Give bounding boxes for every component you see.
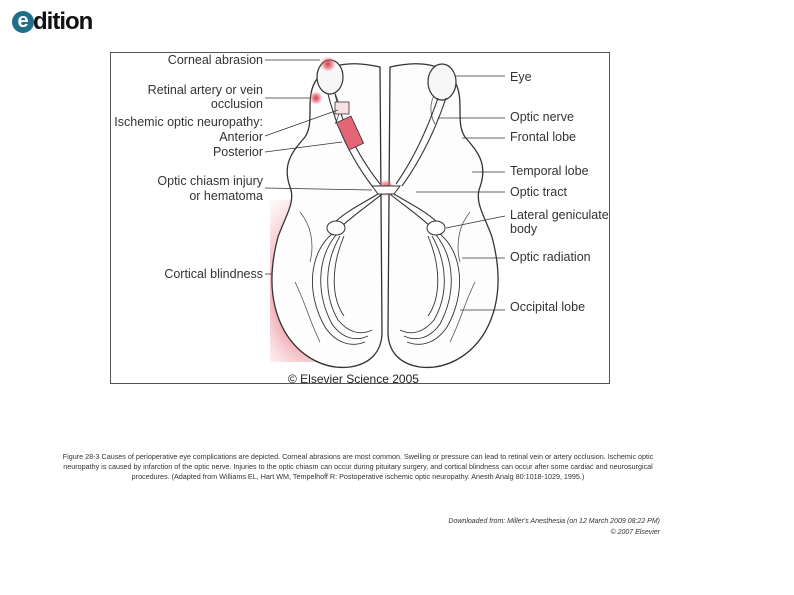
- left-hemisphere: [272, 64, 382, 368]
- label-retinal-occlusion-1: Retinal artery or vein: [147, 83, 263, 97]
- logo-letter-e: e: [12, 11, 34, 33]
- label-anterior: Anterior: [219, 130, 263, 144]
- label-lateral-geniculate-2: body: [510, 222, 538, 236]
- retinal-occlusion-highlight: [309, 91, 323, 105]
- anterior-ion-marker: [335, 102, 349, 114]
- right-hemisphere: [388, 64, 498, 368]
- label-optic-radiation: Optic radiation: [510, 250, 591, 264]
- download-credit: Downloaded from: Miller's Anesthesia (on 12 March 2009 08:22 PM): [448, 518, 660, 525]
- logo-wordmark: dition: [33, 8, 93, 35]
- figure-caption: Figure 28-3 Causes of perioperative eye complications are depicted. Corneal abrasions are most common. Swelling or pressure can lead to retinal vein or artery occlusion. Ischemic optic neuropathy is caused by infarction of the optic nerve. Injuries to the optic chiasm can occur during pituitary surgery, and cortical blindness can occur after some cardiac and neurosurgical procedures. (Adapted from Williams EL, Hart WM, Tempelhoff R: Postoperative ischemic optic neuropathy. Anesth Analg 80:1018-1029, 1995.): [62, 452, 654, 481]
- label-retinal-occlusion-2: occlusion: [210, 97, 263, 111]
- corneal-abrasion-highlight: [320, 56, 336, 72]
- label-corneal-abrasion: Corneal abrasion: [167, 53, 263, 67]
- figure-copyright: © Elsevier Science 2005: [288, 372, 419, 386]
- right-lateral-geniculate: [427, 221, 445, 235]
- label-ischemic-optic-neuropathy: Ischemic optic neuropathy:: [114, 115, 263, 129]
- label-frontal-lobe: Frontal lobe: [510, 130, 577, 144]
- label-cortical-blindness: Cortical blindness: [164, 267, 263, 281]
- label-chiasm-injury-1: Optic chiasm injury: [157, 174, 263, 188]
- copyright-credit: © 2007 Elsevier: [610, 529, 660, 536]
- right-eye: [428, 64, 456, 100]
- label-posterior: Posterior: [212, 145, 263, 159]
- label-temporal-lobe: Temporal lobe: [510, 164, 589, 178]
- left-lateral-geniculate: [327, 221, 345, 235]
- label-occipital-lobe: Occipital lobe: [510, 300, 586, 314]
- label-lateral-geniculate-1: Lateral geniculate: [510, 208, 609, 222]
- label-optic-tract: Optic tract: [510, 185, 567, 199]
- label-chiasm-injury-2: or hematoma: [189, 189, 263, 203]
- label-eye: Eye: [510, 70, 532, 84]
- label-optic-nerve: Optic nerve: [510, 110, 574, 124]
